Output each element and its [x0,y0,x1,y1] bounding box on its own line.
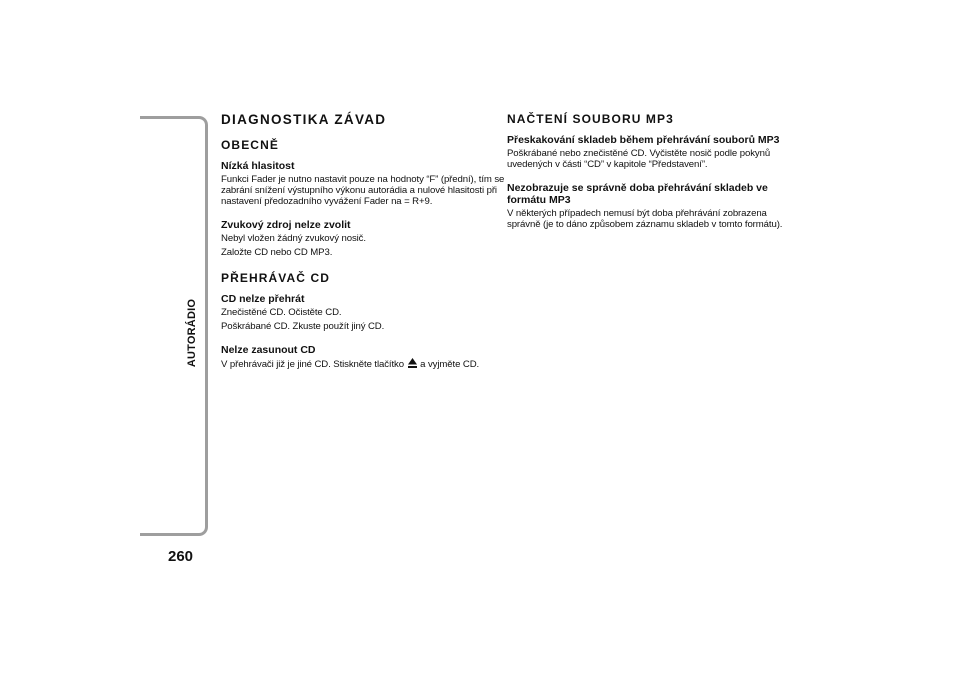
cant-insert-text [221,358,506,370]
page-number: 260 [168,548,194,565]
section-heading-obecne: OBECNĚ [221,138,279,152]
low-volume-title: Nízká hlasitost [221,160,295,172]
left-column [221,111,506,373]
cant-play-text-1: Znečistěné CD. Očistěte CD. [221,307,342,318]
cant-play-text-2: Poškrábané CD. Zkuste použít jiný CD. [221,321,385,332]
no-source-title: Zvukový zdroj nelze zvolit [221,219,351,231]
no-source-text-1: Nebyl vložen žádný zvukový nosič. [221,233,366,244]
eject-icon [408,358,417,368]
cant-play-title: CD nelze přehrát [221,293,305,305]
skip-text: Poškrábané nebo znečistěné CD. Vyčistěte nosič podle pokynů uvedených v části “CD” v kapitole “Představení”. [507,148,771,170]
section-label: AUTORÁDIO [186,298,198,368]
cant-insert-title: Nelze zasunout CD [221,344,316,356]
skip-title: Přeskakování skladeb během přehrávání souborů MP3 [507,134,780,146]
cant-insert-text-after: a vyjměte CD. [420,359,480,370]
cant-insert-text-before: V přehrávači již je jiné CD. Stiskněte tlačítko [221,359,404,370]
section-heading-mp3: NAČTENÍ SOUBORU MP3 [507,112,674,126]
time-text: V některých případech nemusí být doba přehrávání zobrazena správně (je to dáno způsobem záznamu skladeb v tomto formátu). [507,208,783,230]
low-volume-text: Funkci Fader je nutno nastavit pouze na hodnoty “F” (přední), tím se zabrání snížení výstupního výkonu autorádia a nulové hlasitosti při nastavení předozadního vyvážení Fader na = R+9. [221,174,505,207]
section-heading-cd-player: PŘEHRÁVAČ CD [221,271,330,285]
page-title: DIAGNOSTIKA ZÁVAD [221,112,387,127]
no-source-text-2: Založte CD nebo CD MP3. [221,247,333,258]
time-title: Nezobrazuje se správně doba přehrávání skladeb ve formátu MP3 [507,182,768,206]
right-column [507,111,792,233]
section-tab [180,293,204,373]
